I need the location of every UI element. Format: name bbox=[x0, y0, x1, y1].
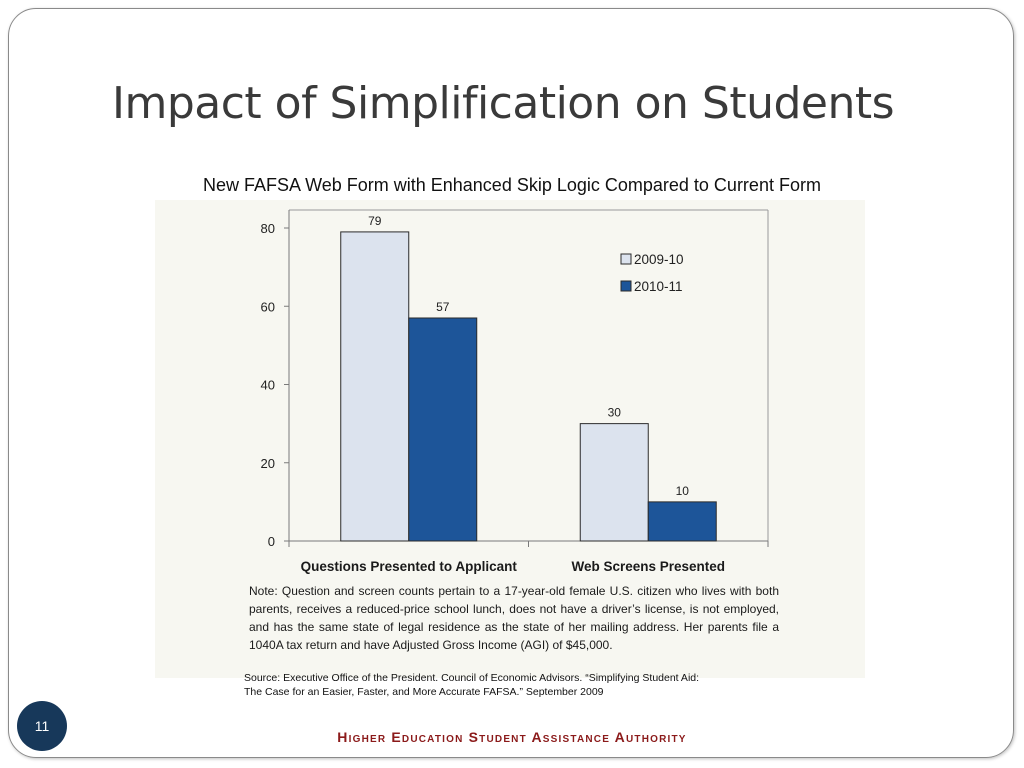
chart-title: New FAFSA Web Form with Enhanced Skip Logic Compared to Current Form bbox=[203, 175, 821, 195]
source-line-1: Source: Executive Office of the President. Council of Economic Advisors. “Simplifying Student Aid: bbox=[244, 672, 700, 684]
y-tick-label: 60 bbox=[260, 299, 275, 315]
y-tick-label: 40 bbox=[260, 377, 275, 393]
x-category-label: Web Screens Presented bbox=[571, 559, 726, 574]
legend-swatch-2010-11 bbox=[621, 281, 631, 291]
source-citation bbox=[244, 671, 804, 699]
bar-2010-11-2 bbox=[648, 502, 716, 541]
x-category-label: Questions Presented to Applicant bbox=[300, 559, 517, 574]
footer-organization: Higher Education Student Assistance Authority bbox=[337, 729, 687, 745]
bar-2009-10-2 bbox=[580, 424, 648, 541]
y-tick-label: 0 bbox=[267, 534, 275, 549]
chart-note: Note: Question and screen counts pertain to a 17-year-old female U.S. citizen who lives with both parents, receives a reduced-price school lunch, does not have a driver’s license, is not employed, and has the same state of legal residence as the state of her mailing address. Her parents file a 1040A tax return and have Adjusted Gross Income (AGI) of $45,000. bbox=[249, 584, 779, 652]
data-label: 30 bbox=[607, 405, 621, 420]
y-tick-label: 20 bbox=[260, 455, 275, 471]
data-label: 57 bbox=[436, 299, 450, 314]
data-label: 79 bbox=[368, 213, 382, 228]
y-tick-label: 80 bbox=[260, 221, 275, 236]
bar-2009-10-1 bbox=[341, 232, 409, 541]
slide-title: Impact of Simplification on Students bbox=[112, 78, 895, 129]
source-line-2: The Case for an Easier, Faster, and More Accurate FAFSA.” September 2009 bbox=[244, 686, 604, 698]
legend-label: 2010-11 bbox=[634, 279, 683, 294]
legend-swatch-2009-10 bbox=[621, 254, 631, 264]
data-label: 10 bbox=[675, 483, 689, 498]
page-number-badge: 11 bbox=[17, 701, 67, 751]
bar-2010-11-1 bbox=[409, 318, 477, 541]
legend-label: 2009-10 bbox=[634, 252, 684, 267]
